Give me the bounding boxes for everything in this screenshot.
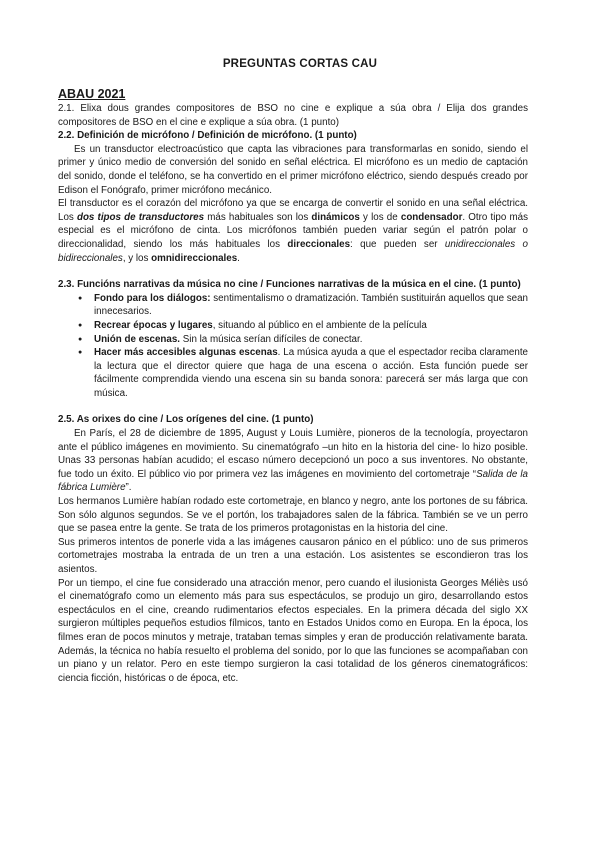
emphasis-omnidireccionales: omnidireccionales <box>151 252 238 264</box>
question-2-1: 2.1. Elixa dous grandes compositores de BSO no cine e explique a súa obra / Elija dos grandes compositores de BSO en el cine e explique a súa obra. (1 punto) <box>58 103 528 128</box>
list-item <box>94 333 528 347</box>
list-item-text: , situando al público en el ambiente de la película <box>212 319 427 331</box>
emphasis-condensador: condensador <box>400 211 463 223</box>
exam-year-heading: ABAU 2021 <box>58 87 126 101</box>
list-item-text: sentimentalismo o dramatización. También sustituirán aquellos que sean innecesarios. <box>94 292 528 318</box>
question-2-5-paragraph-2: Los hermanos Lumière habían rodado este cortometraje, en blanco y negro, ante los portones de su fábrica. Son sólo algunos segundos. Se ve el portón, los trabajadores salen de la fábrica. También se ve un perro que se pasea entre la gente. Se trata de los primeros protagonistas en la historia del cine. <box>58 496 528 535</box>
text-run: y los de <box>359 211 401 223</box>
list-item-text: . La música ayuda a que el espectador reciba claramente la lectura que el director quiere que haga de una escena o acción. Esta función puede ser fácilmente comprendida viendo una escena sin su banda sonora: parecerá ser más larga que con música. <box>94 347 528 399</box>
text-run: : que pueden ser <box>350 238 445 250</box>
text-run: . <box>237 252 240 264</box>
question-2-2-heading: 2.2. Definición de micrófono / Definición de micrófono. (1 punto) <box>58 130 357 142</box>
emphasis-direccionales: direccionales <box>287 238 351 250</box>
text-run: más habituales son los <box>204 211 312 223</box>
list-item-term: Hacer más accesibles algunas escenas <box>94 347 278 359</box>
question-2-5-paragraph-3: Sus primeros intentos de ponerle vida a las imágenes causaron pánico en el público: uno de sus primeros cortometrajes mostraba la entrada de un tren a una estación. Los asistentes se escondieron tras los asientos. <box>58 536 528 575</box>
text-run: , y los <box>122 252 152 264</box>
list-item <box>94 346 528 400</box>
narrative-functions-list <box>58 292 528 401</box>
question-2-5-paragraph-4: Por un tiempo, el cine fue considerado una atracción menor, pero cuando el ilusionista Georges Méliès usó el cinematógrafo como un elemento más para sus espectáculos, se produjo un giro, desarrollando estos espectáculos en el cine, creando rudimentarios efectos especiales. En la primera década del siglo XX surgieron múltiples pequeños estudios fílmicos, tanto en Estados Unidos como en Europa. En la época, los filmes eran de pocos minutos y metraje, trataban temas simples y eran de producción relativamente barata. Además, la técnica no había resuelto el problema del sonido, por lo que las funciones se acompañaban con un piano y un relator. Pero en este tiempo surgieron la casi totalidad de los géneros cinematográficos: ciencia ficción, históricas o de época, etc. <box>58 577 528 684</box>
list-item <box>94 292 528 319</box>
document-title: PREGUNTAS CORTAS CAU <box>222 58 378 70</box>
question-2-2-paragraph-2 <box>58 197 528 265</box>
emphasis-transductores: dos tipos de transductores <box>76 211 205 223</box>
document-body <box>58 86 528 685</box>
emphasis-dinamicos: dinámicos <box>311 211 360 223</box>
question-2-5-heading: 2.5. As orixes do cine / Los orígenes del cine. (1 punto) <box>58 414 314 426</box>
list-item-term: Fondo para los diálogos: <box>94 292 211 304</box>
film-title: Salida de la fábrica Lumière <box>58 468 529 494</box>
question-2-2-paragraph-1: Es un transductor electroacústico que capta las vibraciones para transformarlas en sonido, siendo el primer y único medio de conversión del sonido en señal eléctrica. El micrófono es un medio de captación del sonido, donde el teléfono, se ha convertido en el primer micrófono eléctrico, siendo después creado por Edison el Fonógrafo, primer micrófono mecánico. <box>58 143 528 196</box>
question-2-5-paragraph-1 <box>58 427 528 495</box>
text-run: El transductor es el corazón del micrófono ya que se encarga de convertir el sonido en una señal eléctrica. Los <box>58 198 528 223</box>
list-item-text: Sin la música serían difíciles de conectar. <box>180 333 363 345</box>
list-item <box>94 319 528 333</box>
list-item-term: Recrear épocas y lugares <box>94 319 213 331</box>
list-item-term: Unión de escenas. <box>94 333 181 345</box>
text-run: . Otro tipo más especial es el micrófono de cinta. Los micrófonos también pueden variar según el patrón polar o direccionalidad, siendo los más habituales los <box>58 211 528 250</box>
emphasis-uni-bidireccionales: unidireccionales o bidireccionales <box>58 238 528 264</box>
question-2-3-heading: 2.3. Funcións narrativas da música no cine / Funciones narrativas de la música en el cine. (1 punto) <box>58 279 521 291</box>
text-run: ”. <box>125 482 132 494</box>
text-run: En París, el 28 de diciembre de 1895, August y Louis Lumière, pioneros de la tecnología, proyectaron ante el público imágenes en movimiento. Su cinematógrafo –un hito en la historia del cine- lo hizo posible. Unas 33 personas habían acudido; el escaso número decepcionó un poco a sus inventores. No obstante, fue todo un éxito. El público vio por primera vez las imágenes en movimiento del cortometraje “ <box>58 428 528 480</box>
